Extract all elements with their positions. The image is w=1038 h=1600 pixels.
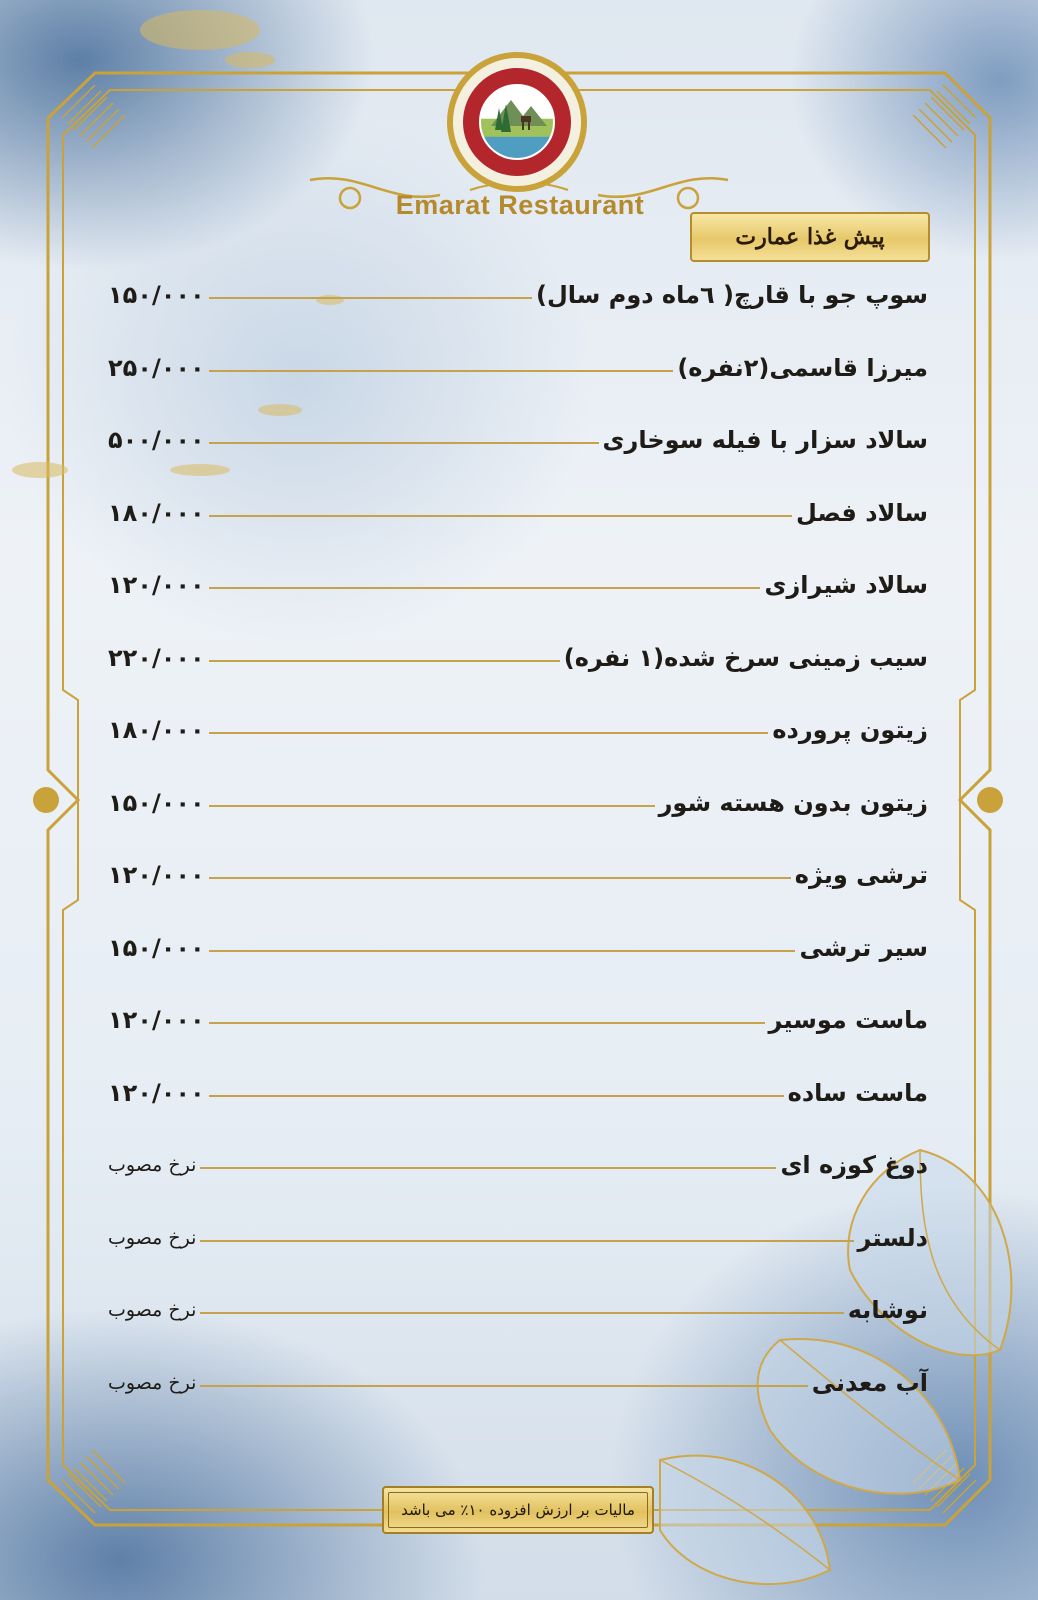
menu-item	[108, 1068, 928, 1118]
menu-item-name: میرزا قاسمی(۲نفره)	[677, 353, 928, 382]
menu-item	[108, 1358, 928, 1408]
dotted-leader	[200, 1312, 843, 1314]
menu-item-name: سوپ جو با قارچ( ٦ماه دوم سال)	[535, 281, 928, 309]
dotted-leader	[209, 877, 791, 879]
menu-item	[108, 1213, 928, 1263]
menu-item-name: زیتون پرورده	[772, 716, 928, 744]
menu-item	[108, 343, 928, 393]
menu-item-name: سالاد سزار با فیله سوخاری	[602, 426, 928, 454]
dotted-leader	[209, 587, 761, 589]
menu-item-name: نوشابه	[847, 1296, 928, 1324]
menu-item	[108, 270, 928, 320]
menu-item-price: ۲۲۰/۰۰۰	[108, 643, 205, 672]
menu-item-name: سالاد فصل	[796, 498, 928, 527]
menu-item-price: ۱۲۰/۰۰۰	[108, 861, 205, 889]
menu-item	[108, 415, 928, 465]
menu-item-price: ۱۵۰/۰۰۰	[108, 788, 205, 817]
dotted-leader	[209, 370, 674, 372]
menu-item	[108, 488, 928, 538]
menu-item-price: ۱۲۰/۰۰۰	[108, 1078, 205, 1107]
menu-item	[108, 705, 928, 755]
menu-item	[108, 995, 928, 1045]
dotted-leader	[209, 297, 532, 299]
menu-item-price: نرخ مصوب	[108, 1226, 197, 1249]
dotted-leader	[209, 515, 792, 517]
dotted-leader	[200, 1167, 776, 1169]
menu-item-name: ماست ساده	[787, 1078, 928, 1107]
dotted-leader	[209, 442, 599, 444]
tax-note	[382, 1486, 654, 1534]
menu-item	[108, 1285, 928, 1335]
menu-item-price: نرخ مصوب	[108, 1154, 197, 1176]
menu-item-price: نرخ مصوب	[108, 1371, 197, 1394]
menu-item-name: دوغ کوزه ای	[780, 1151, 928, 1179]
deer-mountain-emblem-icon	[481, 86, 553, 158]
dotted-leader	[209, 660, 560, 662]
menu-item-name: سیب زمینی سرخ شده(۱ نفره)	[563, 643, 928, 672]
menu-item-price: ۱۲۰/۰۰۰	[108, 571, 205, 599]
menu-item	[108, 850, 928, 900]
menu-item-name: سیر ترشی	[799, 933, 928, 962]
menu-item-price: ۱۲۰/۰۰۰	[108, 1006, 205, 1034]
dotted-leader	[209, 1095, 784, 1097]
dotted-leader	[209, 950, 796, 952]
menu-item-price: ۵۰۰/۰۰۰	[108, 426, 205, 454]
restaurant-logo	[447, 52, 587, 192]
menu-item	[108, 633, 928, 683]
menu-item-name: زیتون بدون هسته شور	[658, 788, 928, 817]
menu-item-price: ۱۸۰/۰۰۰	[108, 716, 205, 744]
brand-name: Emarat Restaurant	[395, 190, 645, 220]
menu-item-price: ۱۵۰/۰۰۰	[108, 933, 205, 962]
dotted-leader	[209, 1022, 765, 1024]
menu-item-price: نرخ مصوب	[108, 1299, 197, 1321]
menu-item	[108, 1140, 928, 1190]
menu-item	[108, 923, 928, 973]
menu-item	[108, 560, 928, 610]
menu-item-name: دلستر	[857, 1223, 928, 1252]
dotted-leader	[209, 732, 769, 734]
menu-item-name: ماست موسیر	[768, 1006, 928, 1034]
dotted-leader	[200, 1385, 807, 1387]
menu-item-name: آب معدنی	[811, 1368, 928, 1397]
menu-item-price: ۲۵۰/۰۰۰	[108, 353, 205, 382]
dotted-leader	[209, 805, 655, 807]
menu-item	[108, 778, 928, 828]
menu-item-name: سالاد شیرازی	[764, 571, 928, 599]
tax-note-text: مالیات بر ارزش افزوده ۱۰٪ می باشد	[401, 1501, 635, 1519]
section-title: پیش غذا عمارت	[690, 212, 930, 262]
menu-item-price: ۱۵۰/۰۰۰	[108, 281, 205, 309]
menu-item-name: ترشی ویژه	[794, 861, 928, 889]
menu-item-price: ۱۸۰/۰۰۰	[108, 498, 205, 527]
dotted-leader	[200, 1240, 853, 1242]
